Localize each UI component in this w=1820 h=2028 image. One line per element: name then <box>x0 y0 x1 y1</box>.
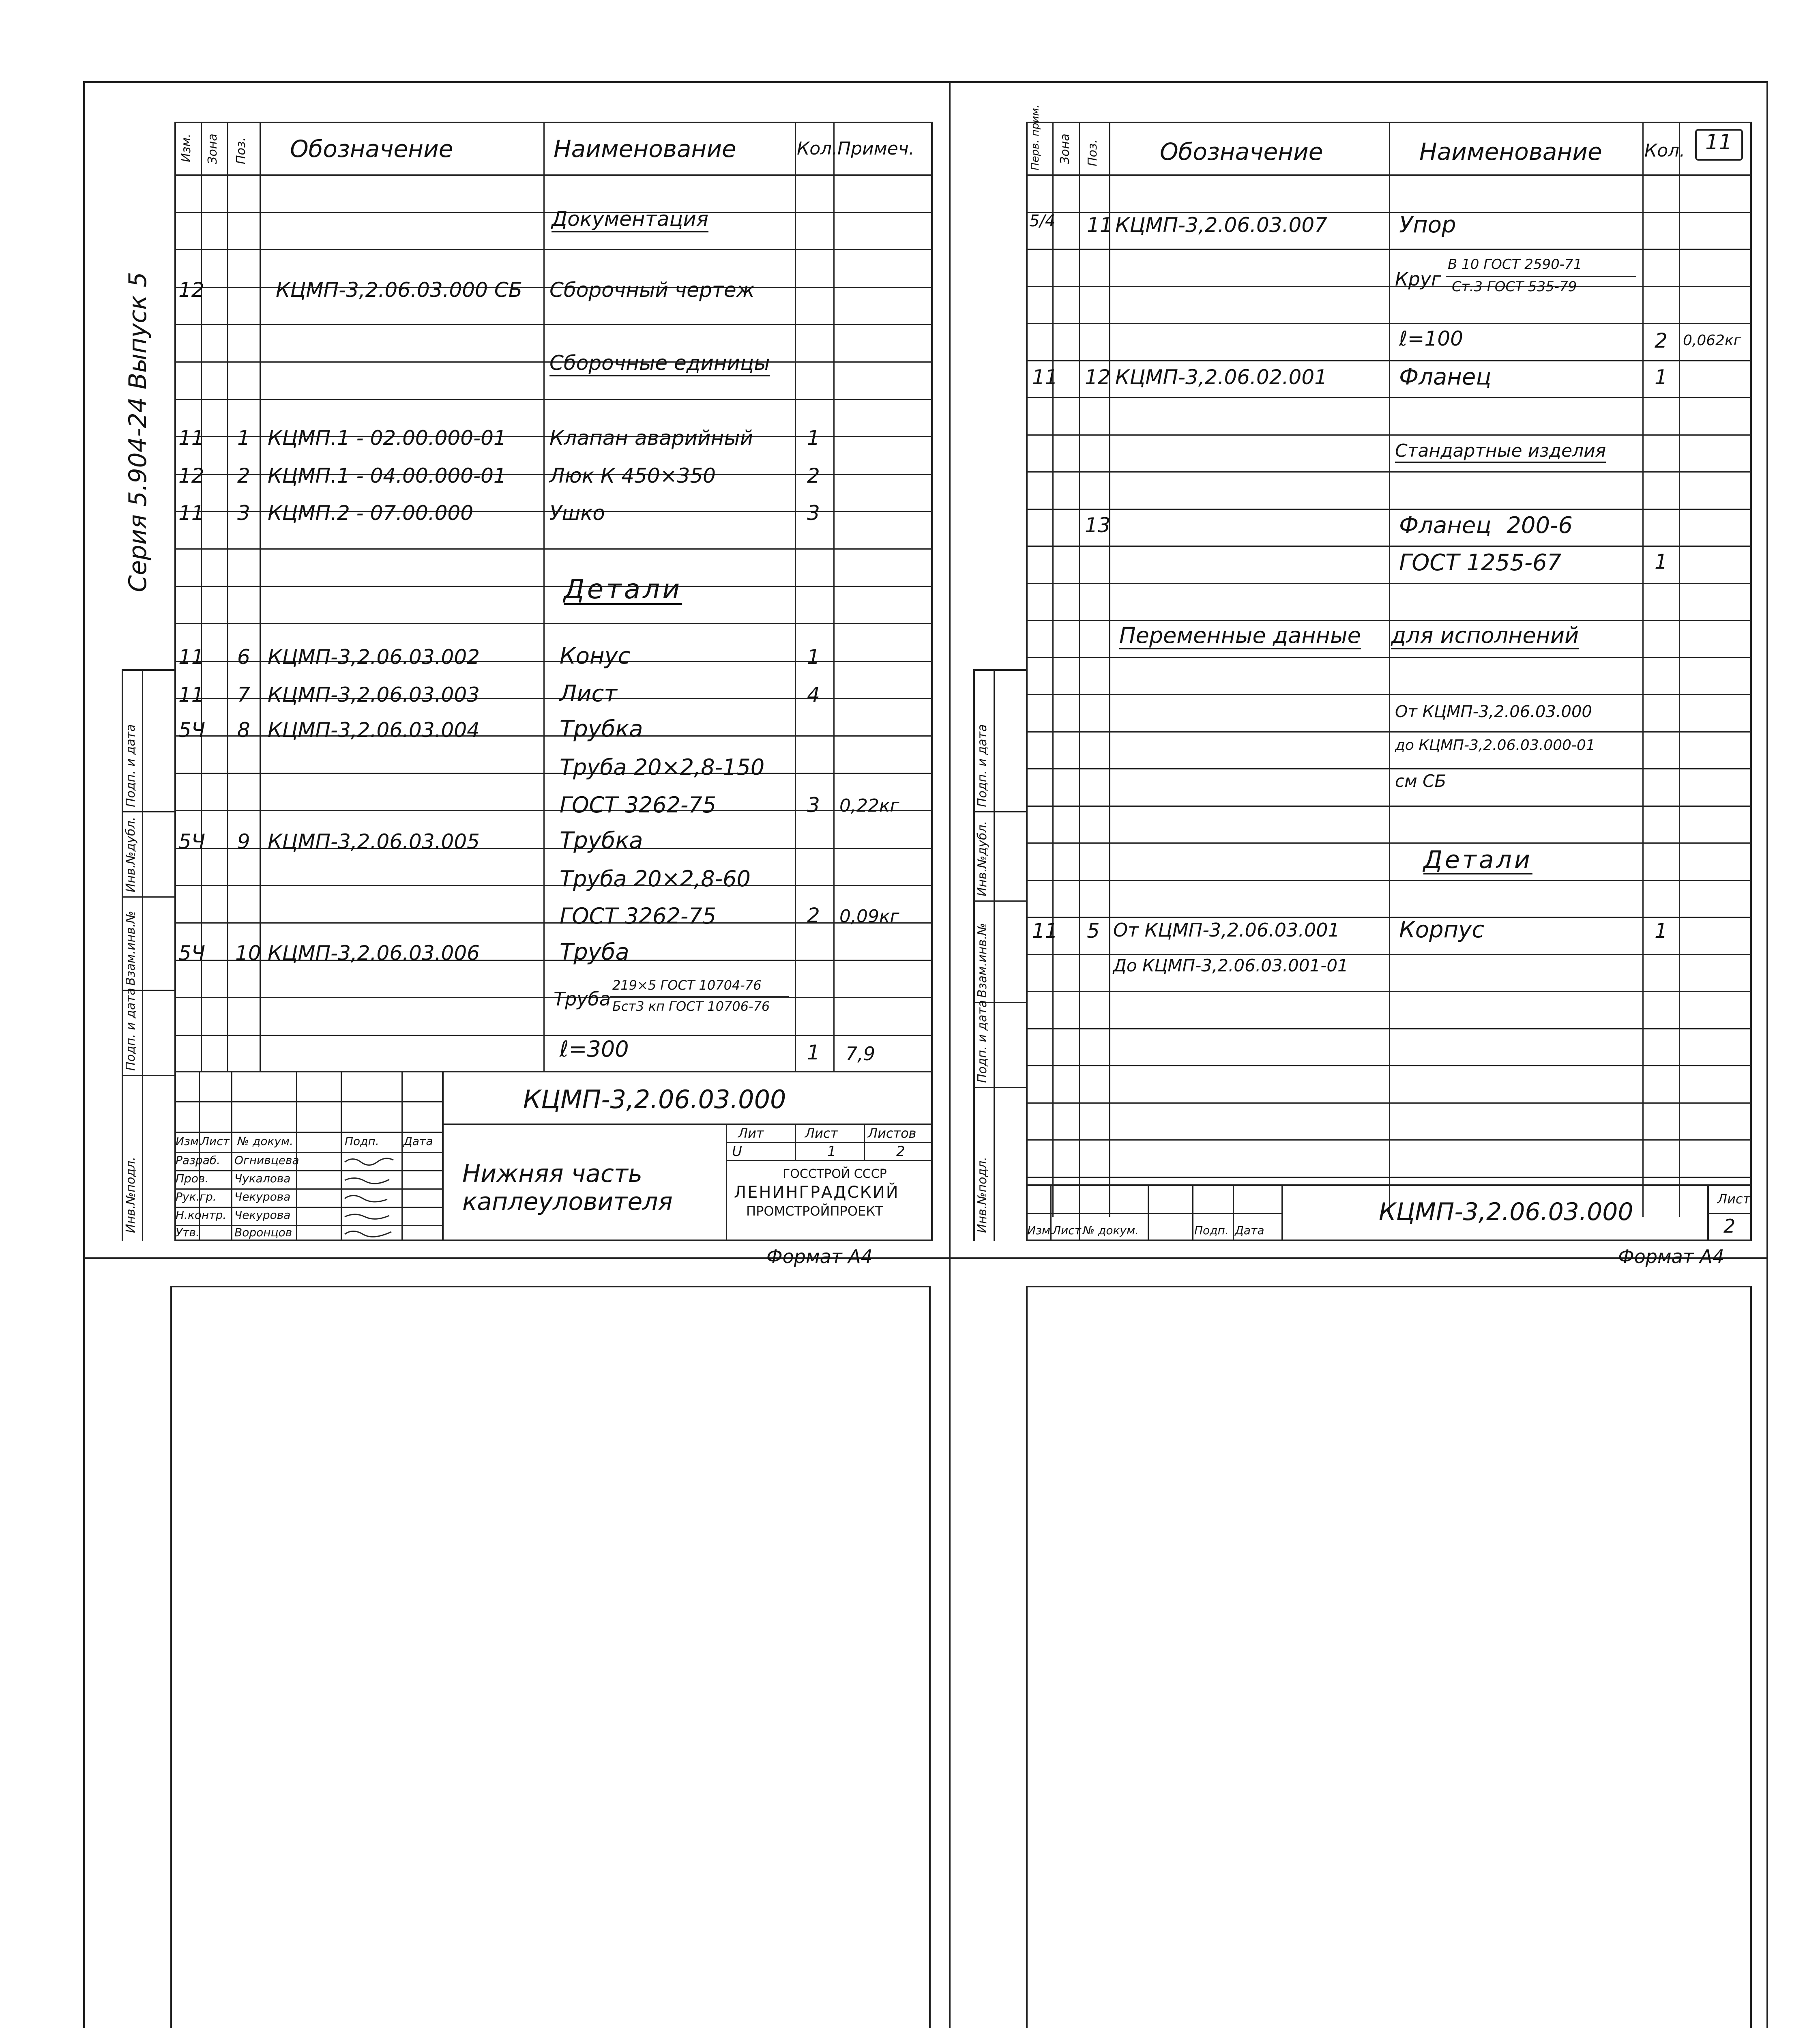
row-line <box>1026 731 1752 733</box>
right-variable-data-label2: для исполнений <box>1391 623 1579 648</box>
table-row-izm: 11 <box>1032 365 1058 389</box>
left-side-sep-2 <box>122 896 174 898</box>
row-line <box>1026 842 1752 844</box>
row-line <box>1026 620 1752 621</box>
tb-col-podp: Подп. <box>345 1134 379 1148</box>
left-hdr-poz: Поз. <box>234 137 248 164</box>
left-side-label-vzam: Взам.инв.№ <box>124 911 138 986</box>
tb-role: Н.контр. <box>176 1208 227 1222</box>
tb-role: Рук.гр. <box>176 1190 217 1203</box>
row-line <box>1026 471 1752 473</box>
row-line <box>174 548 933 550</box>
table-row-naim: Лист <box>560 681 617 707</box>
tb-col-izm: Изм. <box>176 1134 202 1148</box>
tb-sheet-label: Лист <box>1717 1191 1751 1207</box>
right-side-label-podp-data: Подп. и дата <box>975 1000 989 1083</box>
left-doc-name: Нижняя часть каплеуловителя <box>462 1160 673 1216</box>
table-row-oboz: КЦМП-3,2.06.03.003 <box>268 683 480 707</box>
table-row-oboz: КЦМП-3,2.06.03.006 <box>268 941 480 965</box>
table-row-poz: 8 <box>237 718 250 742</box>
table-row-prim: 0,09кг <box>839 906 899 927</box>
left-side-sep-4 <box>122 1075 174 1076</box>
table-row-kol: 1 <box>1655 365 1668 389</box>
table-row-poz: 6 <box>237 645 250 669</box>
tb-list-label: Лист <box>805 1126 838 1141</box>
row-line <box>174 623 933 624</box>
left-title-block-divider <box>442 1071 444 1241</box>
row-line <box>174 249 933 250</box>
table-row-naim: ГОСТ 3262-75 <box>560 903 717 929</box>
table-row-naim: Корпус <box>1399 917 1485 943</box>
table-row-izm: 12 <box>178 464 204 488</box>
table-row-oboz: КЦМП-3,2.06.03.007 <box>1115 213 1327 237</box>
table-row-naim: ГОСТ 1255-67 <box>1399 550 1562 576</box>
tb-list: 1 <box>827 1143 836 1160</box>
row-line <box>174 399 933 400</box>
table-row-naim-top: В 10 ГОСТ 2590-71 <box>1448 256 1582 273</box>
table-row-oboz: КЦМП-3,2.06.02.001 <box>1115 365 1327 389</box>
left-col-line-4 <box>543 122 545 1071</box>
right-doc-code: КЦМП-3,2.06.03.000 <box>1379 1198 1633 1226</box>
left-side-label-podp-data2: Подп. и дата <box>124 724 138 807</box>
row-line <box>1026 694 1752 695</box>
left-side-label-podp-data: Подп. и дата <box>124 988 138 1071</box>
table-row-poz: 10 <box>235 941 261 965</box>
row-line <box>1026 768 1752 769</box>
table-row-naim: Труба <box>560 939 629 965</box>
series-label: Серия 5.904-24 Выпуск 5 <box>124 272 152 592</box>
row-line <box>1026 509 1752 510</box>
fraction-line <box>1446 276 1636 277</box>
tb-org2: ЛЕНИНГРАДСКИЙ <box>734 1183 899 1202</box>
left-hdr-prim: Примеч. <box>837 138 914 159</box>
table-row-prim: 0,062кг <box>1683 332 1741 349</box>
table-row-oboz: КЦМП.2 - 07.00.000 <box>268 501 474 525</box>
table-row-poz: 5 <box>1087 919 1100 943</box>
tb-person: Чукалова <box>234 1172 291 1185</box>
table-row-oboz: КЦМП-3,2.06.03.000 СБ <box>276 278 523 302</box>
table-row-naim: ℓ=300 <box>560 1036 629 1062</box>
table-row-kol: 4 <box>807 683 820 707</box>
signatures-drawing <box>343 1154 399 1239</box>
table-row-poz: 11 <box>1087 213 1113 237</box>
table-row-kol: 1 <box>1655 919 1668 943</box>
table-row-izm: 12 <box>178 278 204 302</box>
tb-col-podp: Подп. <box>1194 1224 1229 1237</box>
tb-person: Чекурова <box>234 1208 291 1222</box>
left-col-line-3 <box>260 122 261 1071</box>
tb-sheet: 2 <box>1723 1215 1736 1237</box>
table-row-naim: Ушко <box>549 501 605 525</box>
tb-vline <box>401 1071 403 1241</box>
row-line <box>1026 323 1752 324</box>
table-row-poz: 3 <box>237 501 250 525</box>
table-row-izm: 11 <box>1032 919 1058 943</box>
table-row-naim: Фланец <box>1399 364 1492 390</box>
table-row-oboz: КЦМП-3,2.06.03.004 <box>268 718 480 742</box>
table-row-poz: 1 <box>237 426 250 450</box>
tb-vline <box>864 1124 865 1160</box>
tb-person: Огнивцева <box>234 1154 299 1167</box>
tb-vline <box>1233 1184 1234 1241</box>
table-row-naim: От КЦМП-3,2.06.03.000 <box>1395 702 1592 721</box>
left-col-line-5 <box>795 122 796 1071</box>
right-side-label-inv-podl: Инв.№подл. <box>975 1157 989 1233</box>
table-row-naim: Люк К 450×350 <box>549 464 716 488</box>
tb-line <box>1026 1213 1281 1214</box>
right-side-strip-edge <box>973 669 975 1241</box>
row-line <box>1026 212 1752 213</box>
tb-org3: ПРОМСТРОЙПРОЕКТ <box>746 1203 883 1219</box>
right-title-block-top <box>1026 1184 1752 1186</box>
right-side-sep-4 <box>973 1087 1026 1088</box>
table-row-poz: 7 <box>237 683 250 707</box>
tb-line <box>726 1160 933 1161</box>
left-col-line-1 <box>201 122 202 1071</box>
table-row-kol: 3 <box>807 501 820 525</box>
table-row-naim-bottom: Бст3 кп ГОСТ 10706-76 <box>612 999 770 1014</box>
table-row-izm: 5Ч <box>178 718 206 742</box>
page-number: 11 <box>1705 130 1732 155</box>
right-hdr-izm: Перв. прим. <box>1029 104 1041 170</box>
right-side-sep-2 <box>973 900 1026 902</box>
row-line <box>174 885 933 886</box>
right-side-strip-mid <box>994 669 995 1241</box>
tb-person: Чекурова <box>234 1190 291 1203</box>
tb-vline <box>1281 1184 1283 1241</box>
table-row-oboz: КЦМП.1 - 04.00.000-01 <box>268 464 507 488</box>
tb-role: Пров. <box>176 1172 209 1185</box>
row-line <box>1026 249 1752 250</box>
table-row-kol: 2 <box>807 464 820 488</box>
tb-col-data: Дата <box>1235 1224 1264 1237</box>
tb-col-list: Лист <box>1052 1224 1081 1237</box>
tb-line <box>726 1142 933 1143</box>
tb-person: Воронцов <box>234 1226 292 1239</box>
table-row-izm: 11 <box>178 426 204 450</box>
row-line <box>1026 1139 1752 1141</box>
tb-listov-label: Листов <box>868 1126 916 1141</box>
table-row-poz: 2 <box>237 464 250 488</box>
table-row-prim: 7,9 <box>846 1043 876 1065</box>
table-row-naim: Трубка <box>560 716 643 742</box>
table-row-naim: Фланец 200-6 <box>1399 512 1573 539</box>
table-row-naim: ℓ=100 <box>1399 327 1463 350</box>
right-format-label: Формат А4 <box>1618 1246 1724 1268</box>
table-row-poz: 9 <box>237 830 250 853</box>
row-line <box>1026 880 1752 881</box>
right-hdr-kol: Кол. <box>1644 140 1685 161</box>
table-row-kol: 1 <box>807 426 820 450</box>
row-line <box>174 324 933 325</box>
right-section-details: Детали <box>1423 846 1532 874</box>
right-side-label-inv-dubl: Инв.№дубл. <box>975 821 989 896</box>
center-divider <box>949 81 951 2028</box>
table-row-naim-bottom: Ст.3 ГОСТ 535-79 <box>1452 279 1577 295</box>
left-side-strip-top <box>122 669 174 671</box>
table-row-oboz: КЦМП-3,2.06.03.002 <box>268 645 480 669</box>
table-row-oboz: КЦМП.1 - 02.00.000-01 <box>268 426 507 450</box>
table-row-naim: Сборочный чертеж <box>549 278 755 302</box>
table-row-izm: 11 <box>178 501 204 525</box>
left-hdr-izm: Изм. <box>179 133 193 162</box>
row-line <box>174 773 933 774</box>
table-row-naim-top: 219×5 ГОСТ 10704-76 <box>612 977 762 993</box>
table-row-kol: 1 <box>1655 550 1668 574</box>
tb-vline <box>726 1124 727 1241</box>
tb-line <box>1707 1213 1752 1214</box>
tb-lit: U <box>732 1143 742 1160</box>
left-side-strip-edge <box>122 669 123 1241</box>
row-line <box>1026 397 1752 398</box>
left-hdr-naim: Наименование <box>554 135 736 163</box>
row-line <box>1026 991 1752 992</box>
table-row-naim: Трубка <box>560 827 643 854</box>
left-hdr-zona: Зона <box>206 133 220 164</box>
tb-col-list: Лист <box>201 1134 230 1148</box>
table-row-prim: 0,22кг <box>839 795 899 816</box>
row-line <box>1026 1177 1752 1178</box>
tb-vline <box>341 1071 342 1241</box>
left-side-strip-mid <box>142 669 143 1241</box>
table-row-naim: ГОСТ 3262-75 <box>560 792 717 818</box>
tb-lit-label: Лит <box>738 1126 764 1141</box>
table-row-kol: 3 <box>807 793 820 817</box>
table-row-kol: 2 <box>1655 329 1668 352</box>
blank-frame-left <box>170 1286 931 2028</box>
row-line <box>1026 917 1752 918</box>
tb-role: Разраб. <box>176 1154 221 1167</box>
left-col-line-6 <box>833 122 835 1071</box>
blank-frame-right <box>1026 1286 1752 2028</box>
left-doc-code: КЦМП-3,2.06.03.000 <box>523 1085 786 1114</box>
fraction-line <box>610 996 789 997</box>
row-line <box>1026 657 1752 658</box>
table-row-oboz: От КЦМП-3,2.06.03.001 <box>1113 919 1340 941</box>
tb-col-izm: Изм. <box>1027 1224 1054 1237</box>
middle-divider <box>83 1257 1768 1259</box>
table-row-naim: Клапан аварийный <box>549 426 753 450</box>
row-line <box>1026 434 1752 436</box>
left-col-line-2 <box>227 122 228 1071</box>
tb-col-dokum: № докум. <box>237 1134 294 1148</box>
row-line <box>1026 1065 1752 1066</box>
left-side-sep-1 <box>122 811 174 812</box>
left-hdr-oboz: Обозначение <box>290 135 453 163</box>
right-side-label-podp-data2: Подп. и дата <box>975 724 989 807</box>
tb-listov: 2 <box>896 1143 905 1160</box>
left-side-label-inv-dubl: Инв.№дубл. <box>124 816 138 892</box>
right-header-bottom <box>1026 174 1752 176</box>
tb-vline <box>795 1124 796 1160</box>
row-line <box>1026 286 1752 287</box>
right-side-label-vzam: Взам.инв.№ <box>975 923 989 998</box>
tb-col-data: Дата <box>403 1134 433 1148</box>
table-row-kol: 1 <box>807 645 820 669</box>
row-line <box>1026 954 1752 955</box>
right-hdr-poz: Поз. <box>1086 139 1100 166</box>
table-row-naim: см СБ <box>1395 771 1447 791</box>
right-section-standard-items: Стандартные изделия <box>1395 440 1606 461</box>
right-side-sep-1 <box>973 811 1026 812</box>
table-row-oboz: КЦМП-3,2.06.03.005 <box>268 830 480 853</box>
table-row-oboz: До КЦМП-3,2.06.03.001-01 <box>1113 956 1348 975</box>
tb-col-dokum: № докум. <box>1083 1224 1139 1237</box>
tb-line <box>442 1124 933 1125</box>
table-row-naim: до КЦМП-3,2.06.03.000-01 <box>1395 737 1595 754</box>
table-row-naim: Упор <box>1399 212 1456 238</box>
table-row-izm: 11 <box>178 645 204 669</box>
table-row-naim: Конус <box>560 643 631 669</box>
row-line <box>174 586 933 587</box>
left-section-details: Детали <box>564 574 682 605</box>
table-row-naim-prefix: Круг <box>1395 268 1441 290</box>
left-section-assembly-units: Сборочные единицы <box>549 351 770 375</box>
table-row-izm: 5Ч <box>178 830 206 853</box>
table-row-izm: 11 <box>178 683 204 707</box>
right-variable-data-label: Переменные данные <box>1119 623 1361 648</box>
table-row-naim: Труба 20×2,8-60 <box>560 866 751 892</box>
tb-vline <box>1192 1184 1193 1241</box>
left-title-block-top <box>174 1071 933 1072</box>
row-line <box>1026 806 1752 807</box>
right-hdr-oboz: Обозначение <box>1160 138 1323 165</box>
right-hdr-zona: Зона <box>1058 133 1072 164</box>
table-row-naim: Труба 20×2,8-150 <box>560 754 765 780</box>
table-row-kol: 1 <box>807 1041 820 1064</box>
left-side-label-inv-podl: Инв.№подл. <box>124 1157 138 1233</box>
left-section-documentation: Документация <box>552 207 708 231</box>
left-hdr-kol: Кол. <box>797 138 838 159</box>
row-line <box>1026 1028 1752 1029</box>
left-format-label: Формат А4 <box>766 1246 873 1268</box>
table-row-izm: 5Ч <box>178 941 206 965</box>
left-header-bottom <box>174 174 933 176</box>
tb-org1: ГОССТРОЙ СССР <box>783 1167 887 1181</box>
row-line <box>1026 1102 1752 1104</box>
tb-vline <box>231 1071 232 1241</box>
table-row-poz: 13 <box>1085 513 1111 537</box>
row-line <box>1026 546 1752 547</box>
tb-vline <box>1148 1184 1149 1241</box>
row-line <box>174 1035 933 1036</box>
right-hdr-naim: Наименование <box>1419 138 1602 165</box>
row-line <box>1026 583 1752 584</box>
tb-role: Утв. <box>176 1226 200 1239</box>
table-row-kol: 2 <box>807 904 820 927</box>
table-row-naim-prefix: Труба <box>554 988 611 1010</box>
table-row-izm: 5/4 <box>1029 212 1056 230</box>
row-line <box>1026 360 1752 361</box>
right-side-strip-top <box>973 669 1026 671</box>
table-row-poz: 12 <box>1085 365 1111 389</box>
